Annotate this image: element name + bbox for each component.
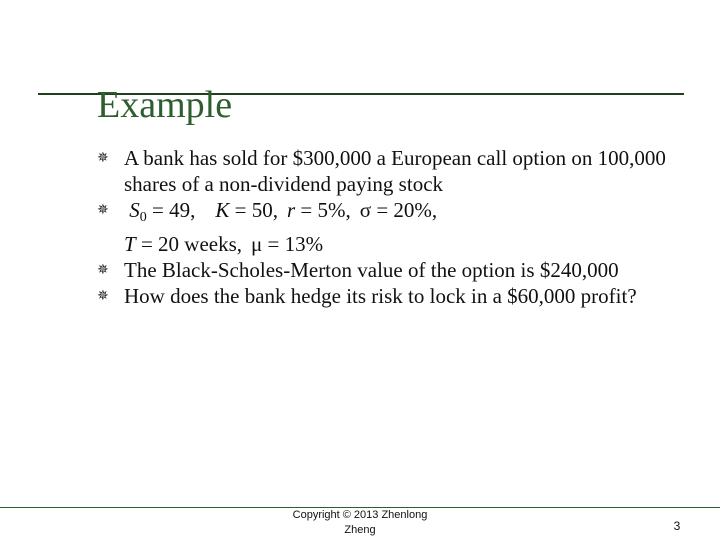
bullet-star-icon: ✵ [97,262,109,278]
page-number: 3 [673,519,681,533]
bullet-star-icon: ✵ [97,288,109,304]
value-t: = 20 weeks, [135,232,243,256]
value-sigma: = 20%, [371,198,438,222]
bullet-star-icon: ✵ [97,150,109,166]
copyright-line-2: Zheng [344,524,376,536]
symbol-k: K [215,198,230,222]
value-k: = 50, [229,198,278,222]
parameters-line-1 [124,197,697,231]
value-s0: = 49, [146,198,196,222]
bullet-item-bank-sold [97,145,697,197]
footer-copyright [260,508,460,538]
value-r: = 5%, [295,198,351,222]
copyright-line-1: Copyright © 2013 Zhenlong [292,509,428,521]
symbol-mu: μ [251,232,263,256]
parameters-text [124,197,697,257]
bullet-star-icon: ✵ [97,202,109,218]
bullet-item-hedge-question [97,283,697,309]
slide-title: Example [97,84,233,126]
value-mu: = 13% [262,232,324,256]
bullet-text: A bank has sold for $300,000 a European call option on 100,000 shares of a non-dividend paying stock [124,146,666,196]
bullet-list [97,145,697,309]
parameters-line-2 [124,231,697,257]
bullet-item-parameters [97,197,697,257]
symbol-t: T [124,232,136,256]
symbol-s: S [129,198,140,222]
symbol-r: r [286,198,296,222]
subscript-zero: 0 [139,210,147,225]
bullet-item-bsm-value [97,257,697,283]
bullet-text: How does the bank hedge its risk to lock in a $60,000 profit? [124,284,637,308]
symbol-sigma: σ [359,198,372,222]
bullet-text: The Black-Scholes-Merton value of the option is $240,000 [124,258,619,282]
